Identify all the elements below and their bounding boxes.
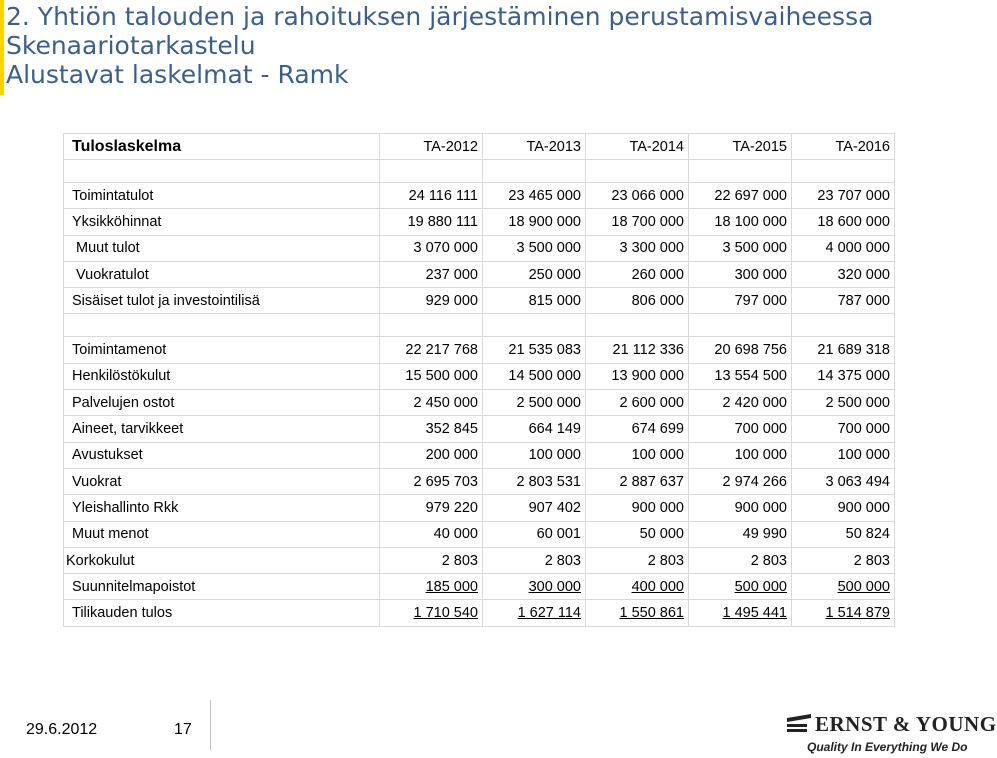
year-header: TA-2013	[483, 134, 586, 160]
row-value: 700 000	[689, 416, 792, 442]
row-value: 2 974 266	[689, 468, 792, 494]
row-value: 18 600 000	[792, 209, 895, 235]
title-line-2: Skenaariotarkastelu	[6, 31, 256, 60]
logo-tagline: Quality In Everything We Do	[807, 740, 968, 754]
row-value: 237 000	[380, 261, 483, 287]
row-value: 3 500 000	[689, 235, 792, 261]
row-value: 929 000	[380, 288, 483, 314]
title-line-1: 2. Yhtiön talouden ja rahoituksen järjestäminen perustamisvaiheessa	[6, 2, 874, 31]
row-value: 2 803	[380, 547, 483, 573]
row-value: 13 554 500	[689, 363, 792, 389]
row-value: 19 880 111	[380, 209, 483, 235]
row-value: 23 707 000	[792, 183, 895, 209]
page-number: 17	[174, 721, 192, 738]
row-value: 352 845	[380, 416, 483, 442]
logo-name: ERNST & YOUNG	[815, 712, 997, 736]
row-label: Vuokratulot	[64, 261, 380, 287]
row-label: Suunnitelmapoistot	[64, 574, 380, 600]
row-value: 3 500 000	[483, 235, 586, 261]
footer-date: 29.6.2012	[26, 721, 98, 738]
row-label: Vuokrat	[64, 468, 380, 494]
row-value: 787 000	[792, 288, 895, 314]
row-value: 3 300 000	[586, 235, 689, 261]
company-logo	[785, 712, 997, 756]
row-value: 500 000	[689, 574, 792, 600]
row-label: Henkilöstökulut	[64, 363, 380, 389]
income-statement-table	[63, 133, 895, 627]
row-value: 1 550 861	[586, 600, 689, 626]
row-value: 2 803	[689, 547, 792, 573]
row-value: 22 697 000	[689, 183, 792, 209]
row-label: Yleishallinto Rkk	[64, 495, 380, 521]
row-value: 2 600 000	[586, 390, 689, 416]
row-value: 2 803 531	[483, 468, 586, 494]
row-value: 100 000	[792, 442, 895, 468]
table-row	[64, 495, 895, 521]
row-value: 900 000	[689, 495, 792, 521]
row-value: 50 000	[586, 521, 689, 547]
row-value: 797 000	[689, 288, 792, 314]
row-value: 14 375 000	[792, 363, 895, 389]
row-label: Muut tulot	[64, 235, 380, 261]
spacer-row	[64, 160, 895, 183]
row-value: 20 698 756	[689, 337, 792, 363]
row-value: 4 000 000	[792, 235, 895, 261]
row-label: Palvelujen ostot	[64, 390, 380, 416]
row-value: 14 500 000	[483, 363, 586, 389]
row-value: 2 420 000	[689, 390, 792, 416]
table-row	[64, 521, 895, 547]
row-value: 3 070 000	[380, 235, 483, 261]
row-value: 2 887 637	[586, 468, 689, 494]
row-value: 2 803	[483, 547, 586, 573]
row-value: 500 000	[792, 574, 895, 600]
row-value: 100 000	[483, 442, 586, 468]
ey-logo-icon	[785, 714, 813, 736]
row-value: 18 700 000	[586, 209, 689, 235]
spacer-row	[64, 314, 895, 337]
footer-divider	[210, 700, 211, 750]
row-value: 2 500 000	[483, 390, 586, 416]
row-value: 2 500 000	[792, 390, 895, 416]
row-value: 2 450 000	[380, 390, 483, 416]
table-row	[64, 574, 895, 600]
row-value: 300 000	[689, 261, 792, 287]
row-value: 21 689 318	[792, 337, 895, 363]
row-value: 320 000	[792, 261, 895, 287]
row-value: 664 149	[483, 416, 586, 442]
row-value: 40 000	[380, 521, 483, 547]
table-row	[64, 416, 895, 442]
table-row	[64, 288, 895, 314]
row-value: 185 000	[380, 574, 483, 600]
row-value: 3 063 494	[792, 468, 895, 494]
table-row	[64, 337, 895, 363]
slide-title	[6, 2, 873, 89]
row-value: 21 535 083	[483, 337, 586, 363]
row-value: 1 514 879	[792, 600, 895, 626]
table-row	[64, 442, 895, 468]
row-value: 200 000	[380, 442, 483, 468]
row-value: 60 001	[483, 521, 586, 547]
row-value: 900 000	[586, 495, 689, 521]
row-value: 907 402	[483, 495, 586, 521]
table-header-row	[64, 134, 895, 160]
row-value: 806 000	[586, 288, 689, 314]
row-value: 15 500 000	[380, 363, 483, 389]
table-row	[64, 261, 895, 287]
table-row	[64, 390, 895, 416]
row-value: 2 803	[792, 547, 895, 573]
table-row	[64, 468, 895, 494]
year-header: TA-2015	[689, 134, 792, 160]
year-header: TA-2014	[586, 134, 689, 160]
table-row	[64, 600, 895, 626]
row-value: 250 000	[483, 261, 586, 287]
row-value: 2 803	[586, 547, 689, 573]
table-row	[64, 235, 895, 261]
table-title: Tuloslaskelma	[64, 134, 380, 160]
row-value: 13 900 000	[586, 363, 689, 389]
row-value: 260 000	[586, 261, 689, 287]
row-value: 1 627 114	[483, 600, 586, 626]
row-value: 100 000	[689, 442, 792, 468]
year-header: TA-2016	[792, 134, 895, 160]
row-value: 23 465 000	[483, 183, 586, 209]
row-value: 18 100 000	[689, 209, 792, 235]
row-label: Yksikköhinnat	[64, 209, 380, 235]
row-label: Sisäiset tulot ja investointilisä	[64, 288, 380, 314]
row-value: 815 000	[483, 288, 586, 314]
row-value: 24 116 111	[380, 183, 483, 209]
row-label: Avustukset	[64, 442, 380, 468]
table-row	[64, 547, 895, 573]
row-label: Korkokulut	[64, 547, 380, 573]
row-value: 2 695 703	[380, 468, 483, 494]
row-value: 23 066 000	[586, 183, 689, 209]
table-row	[64, 183, 895, 209]
title-accent-bar	[0, 0, 4, 95]
row-value: 21 112 336	[586, 337, 689, 363]
row-value: 700 000	[792, 416, 895, 442]
row-value: 300 000	[483, 574, 586, 600]
row-value: 18 900 000	[483, 209, 586, 235]
row-value: 900 000	[792, 495, 895, 521]
row-value: 100 000	[586, 442, 689, 468]
row-value: 22 217 768	[380, 337, 483, 363]
row-label: Toimintatulot	[64, 183, 380, 209]
row-label: Toimintamenot	[64, 337, 380, 363]
table-row	[64, 363, 895, 389]
row-label: Muut menot	[64, 521, 380, 547]
row-value: 979 220	[380, 495, 483, 521]
row-value: 1 710 540	[380, 600, 483, 626]
row-value: 400 000	[586, 574, 689, 600]
table-row	[64, 209, 895, 235]
row-value: 674 699	[586, 416, 689, 442]
row-value: 1 495 441	[689, 600, 792, 626]
row-value: 50 824	[792, 521, 895, 547]
year-header: TA-2012	[380, 134, 483, 160]
row-value: 49 990	[689, 521, 792, 547]
title-line-3: Alustavat laskelmat - Ramk	[6, 60, 349, 89]
row-label: Aineet, tarvikkeet	[64, 416, 380, 442]
row-label: Tilikauden tulos	[64, 600, 380, 626]
